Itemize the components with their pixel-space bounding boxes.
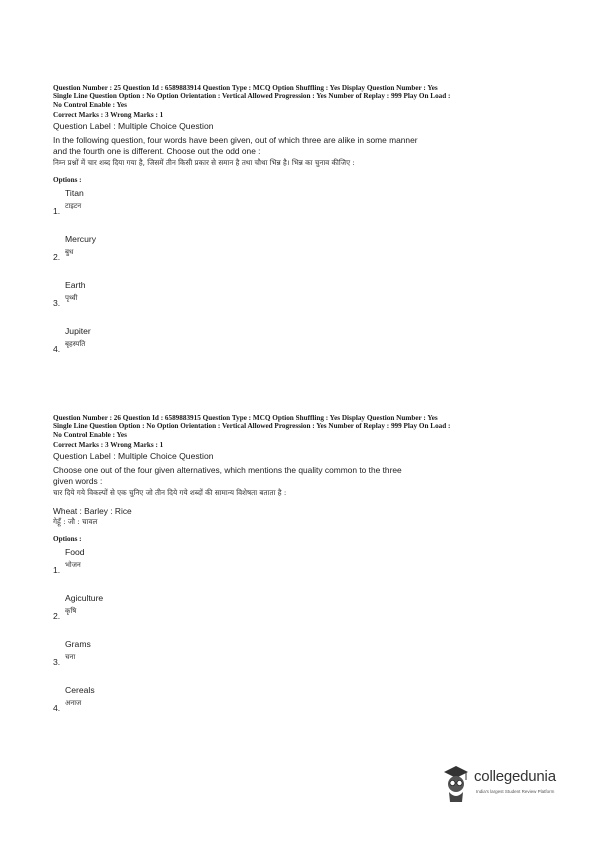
- option-number: 4.: [53, 343, 61, 354]
- option-text: Cereals: [65, 684, 95, 695]
- meta-line: No Control Enable : Yes: [53, 430, 127, 439]
- marks: Correct Marks : 3 Wrong Marks : 1: [53, 440, 164, 449]
- option-text: Agiculture: [65, 592, 104, 603]
- options-header: Options :: [53, 534, 82, 543]
- option-text-hindi: अनाज: [65, 698, 82, 707]
- question-text-hindi: निम्न प्रश्नों में चार शब्द दिया गया है, जिसमें तीन किसी प्रकार से समान है तथा चौथा भिन्न है। भिन्न का चुनाव कीजिए :: [53, 157, 355, 167]
- option-text-hindi: बुध: [65, 247, 74, 256]
- option-1[interactable]: [53, 543, 553, 589]
- option-text-hindi: भोजन: [65, 560, 81, 569]
- question-meta: [53, 414, 553, 439]
- collegedunia-logo: [440, 764, 580, 804]
- question-meta: [53, 84, 553, 109]
- question-text-hindi: चार दिये गये विकल्पों से एक चुनिए जो तीन दिये गये शब्दों की सामान्य विशेषता बताता है :: [53, 487, 287, 497]
- option-1[interactable]: [53, 184, 553, 230]
- option-text-hindi: बृहस्पति: [65, 339, 86, 348]
- question-26: [53, 414, 553, 727]
- option-number: 2.: [53, 610, 61, 621]
- option-number: 3.: [53, 297, 61, 308]
- question-text: In the following question, four words have been given, out of which three are alike in some manner and the fourth one is different. Choose out the odd one :: [53, 134, 418, 156]
- meta-line: Single Line Question Option : No Option Orientation : Vertical Allowed Progression : Yes Number of Replay : 999 Play On Load :: [53, 422, 451, 431]
- meta-line: Single Line Question Option : No Option Orientation : Vertical Allowed Progression : Yes Number of Replay : 999 Play On Load :: [53, 92, 451, 101]
- brand-tagline: India's largest Student Review Platform: [476, 789, 555, 794]
- option-text: Grams: [65, 638, 91, 649]
- option-text-hindi: टाइटन: [65, 201, 82, 210]
- option-text: Earth: [65, 279, 86, 290]
- option-text-hindi: पृथ्वी: [65, 293, 78, 302]
- meta-line: Question Number : 26 Question Id : 6589883915 Question Type : MCQ Option Shuffling : Yes Display Question Number : Yes: [53, 414, 438, 422]
- options-header: Options :: [53, 175, 82, 184]
- option-3[interactable]: [53, 276, 553, 322]
- option-3[interactable]: [53, 635, 553, 681]
- option-4[interactable]: [53, 322, 553, 368]
- option-4[interactable]: [53, 681, 553, 727]
- question-text: Choose one out of the four given alternatives, which mentions the quality common to the three given words :: [53, 464, 402, 486]
- option-2[interactable]: [53, 589, 553, 635]
- question-label: Question Label : Multiple Choice Question: [53, 120, 214, 131]
- option-number: 1.: [53, 564, 61, 575]
- option-2[interactable]: [53, 230, 553, 276]
- option-text-hindi: चना: [65, 652, 76, 661]
- option-text: Titan: [65, 187, 84, 198]
- question-25: [53, 84, 553, 368]
- option-number: 3.: [53, 656, 61, 667]
- option-number: 4.: [53, 702, 61, 713]
- marks: Correct Marks : 3 Wrong Marks : 1: [53, 110, 164, 119]
- option-text: Mercury: [65, 233, 97, 244]
- option-number: 1.: [53, 205, 61, 216]
- given-words-hindi: गेहूँ : जौ : चावल: [53, 516, 98, 526]
- question-label: Question Label : Multiple Choice Question: [53, 450, 214, 461]
- option-text: Jupiter: [65, 325, 91, 336]
- option-text-hindi: कृषि: [65, 606, 77, 615]
- meta-line: No Control Enable : Yes: [53, 100, 127, 109]
- given-words: Wheat : Barley : Rice: [53, 505, 132, 516]
- mascot-icon: [440, 764, 472, 804]
- option-text: Food: [65, 546, 85, 557]
- meta-line: Question Number : 25 Question Id : 6589883914 Question Type : MCQ Option Shuffling : Yes Display Question Number : Yes: [53, 84, 438, 92]
- brand-name: collegedunia: [474, 768, 556, 785]
- option-number: 2.: [53, 251, 61, 262]
